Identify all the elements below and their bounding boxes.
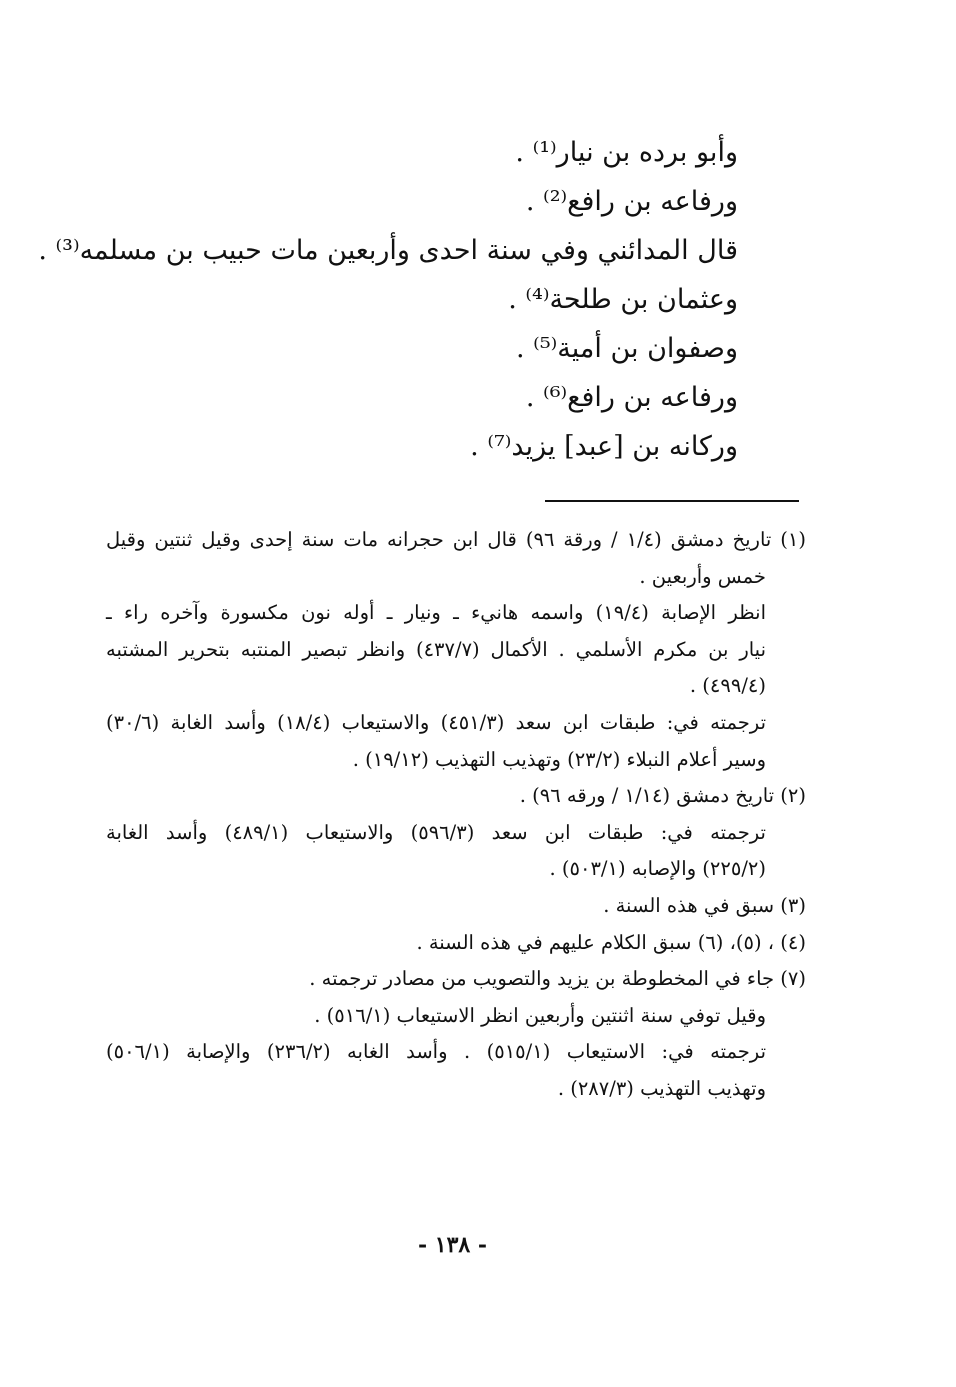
footnote-line: (١) تاريخ دمشق (١/٤ / ورقة ٩٦) قال ابن حجرانه مات سنة إحدى وقيل ثنتين وقيل — [106, 528, 807, 551]
main-text — [38, 128, 738, 471]
main-line: وعثمان بن طلحة⁽⁴⁾ . — [508, 284, 738, 315]
footnote-line: ترجمته في: طبقات ابن سعد (٥٩٦/٣) والاستيعاب (٤٨٩/١) وأسد الغابة — [106, 820, 766, 844]
footnote-line: (٤٩٩/٤) . — [689, 674, 766, 698]
footnote-line: (٣) سبق في هذه السنة . — [603, 893, 806, 917]
footnote-line: (٤) ، (٥)، (٦) سبق الكلام عليهم في هذه السنة . — [416, 930, 806, 954]
main-line: وصفوان بن أمية⁽⁵⁾ . — [516, 333, 738, 364]
footnote-line: ترجمته في: طبقات ابن سعد (٤٥١/٣) والاستيعاب (١٨/٤) وأسد الغابة (٣٠/٦) — [106, 710, 766, 734]
footnote-line: نيار بن مكرم الأسلمي . الأكمال (٤٣٧/٧) وانظر تبصير المنتبه بتحرير المشتبه — [106, 637, 766, 661]
footnote-line: خمس وأربعين . — [639, 564, 766, 588]
footnote-line: وقيل توفي سنة اثنتين وأربعين انظر الاستيعاب (٥١٦/١) . — [314, 1003, 766, 1027]
footnotes — [106, 522, 806, 1108]
footnote-line: (٢) تاريخ دمشق (١/١٤ / ورقه ٩٦) . — [519, 784, 806, 808]
footnote-line: (٢٢٥/٢) والإصابه (٥٠٣/١) . — [549, 857, 766, 881]
footnote-line: وتهذيب التهذيب (٢٨٧/٣) . — [557, 1076, 766, 1100]
main-line: وركانه بن [عبد] يزيد⁽⁷⁾ . — [470, 431, 738, 462]
footnote-divider — [545, 500, 799, 502]
footnote-line: ترجمته في: الاستيعاب (٥١٥/١) . وأسد الغابه (٢٣٦/٢) والإصابة (٥٠٦/١) — [106, 1040, 766, 1064]
main-line: وأبو برده بن نيار⁽¹⁾ . — [515, 137, 738, 168]
footnote-line: (٧) جاء في المخطوطة بن يزيد والتصويب من مصادر ترجمته . — [309, 967, 806, 991]
main-line: ورفاعه بن رافع⁽²⁾ . — [525, 186, 738, 217]
footnote-line: وسير أعلام النبلاء (٢٣/٢) وتهذيب التهذيب (١٩/١٢) . — [352, 747, 766, 771]
page-number: - ١٣٨ - — [417, 1232, 488, 1258]
footnote-line: انظر الإصابة (١٩/٤) واسمه هانيء ـ ونيار ـ أوله نون مكسورة وآخره راء ـ — [106, 601, 766, 625]
main-line: ورفاعه بن رافع⁽⁶⁾ . — [525, 382, 738, 413]
main-line: قال المدائني وفي سنة احدى وأربعين مات حبيب بن مسلمه⁽³⁾ . — [38, 235, 738, 266]
